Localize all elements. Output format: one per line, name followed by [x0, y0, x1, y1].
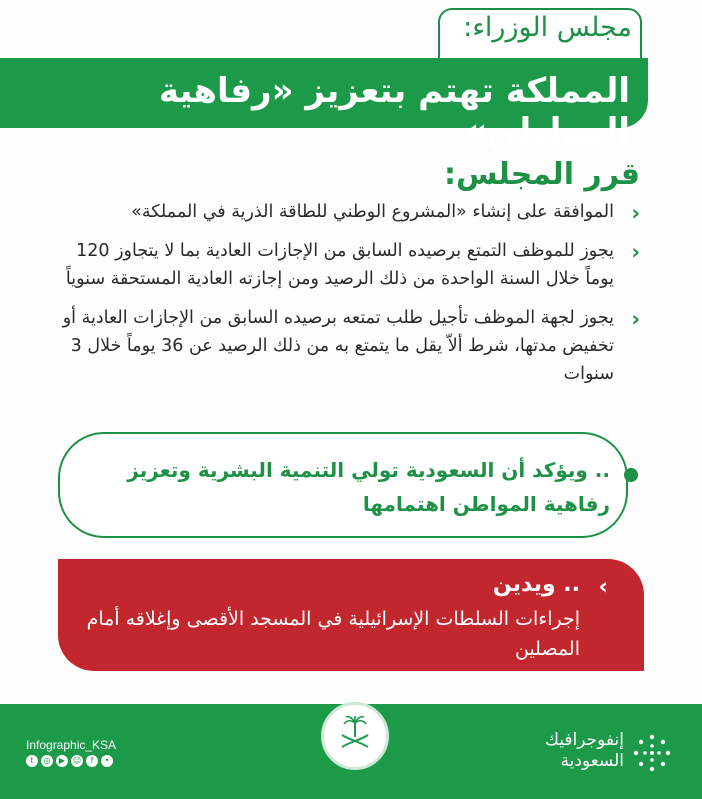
condemn-text: إجراءات السلطات الإسرائيلية في المسجد الأقصى وإغلاقه أمام المصلين [86, 608, 580, 660]
chevron-left-icon: ‹ [598, 574, 608, 600]
list-item-text: يجوز للموظف التمتع برصيده السابق من الإجازات العادية بما لا يتجاوز 120 يوماً خلال السنة الواحدة من ذلك الرصيد ومن إجازته العادية المستحقة سنوياً [65, 241, 614, 289]
chevron-left-icon: ‹ [631, 307, 640, 331]
confirm-text: .. ويؤكد أن السعودية تولي التنمية البشرية وتعزيز رفاهية المواطن اهتمامها [127, 458, 610, 516]
brand-line-2: السعودية [560, 751, 624, 771]
list-item-text: الموافقة على إنشاء «المشروع الوطني للطاقة الذرية في المملكة» [131, 202, 614, 222]
decision-heading: قرر المجلس: [444, 157, 640, 192]
snapchat-icon[interactable]: ☺ [72, 756, 82, 765]
youtube-icon[interactable]: ▶ [56, 755, 68, 767]
brand-wordmark [545, 730, 624, 772]
facebook-icon[interactable]: f [86, 755, 98, 767]
chevron-left-icon: ‹ [631, 201, 640, 225]
brand-line-1: إنفوجرافيك [544, 730, 624, 750]
twitter-icon[interactable]: t [26, 755, 38, 767]
social-handle[interactable]: Infographic_KSA [26, 738, 117, 752]
web-icon[interactable]: • [101, 755, 113, 767]
page-title: المملكة تهتم بتعزيز «رفاهية المواطن» [158, 71, 630, 151]
kicker: مجلس الوزراء: [463, 12, 632, 43]
dots-logo-icon [632, 733, 672, 773]
emblem-badge [321, 702, 389, 770]
list-item [50, 198, 640, 226]
list-item-text: يجوز لجهة الموظف تأجيل طلب تمتعه برصيده السابق من الإجازات العادية أو تخفيض مدتها، شرط ألاّ يقل ما يتمتع به من ذلك الرصيد عن 36 يوماً خلال 3 سنوات [62, 308, 614, 384]
list-item [50, 237, 640, 293]
bullet-dot-icon [624, 468, 638, 482]
chevron-left-icon: ‹ [631, 240, 640, 264]
list-item [50, 304, 640, 388]
social-icons [26, 755, 113, 767]
instagram-icon[interactable]: ◎ [41, 755, 53, 767]
decision-list [50, 198, 640, 399]
condemn-heading: .. ويدين [492, 572, 580, 597]
palm-swords-emblem-icon [334, 713, 376, 755]
